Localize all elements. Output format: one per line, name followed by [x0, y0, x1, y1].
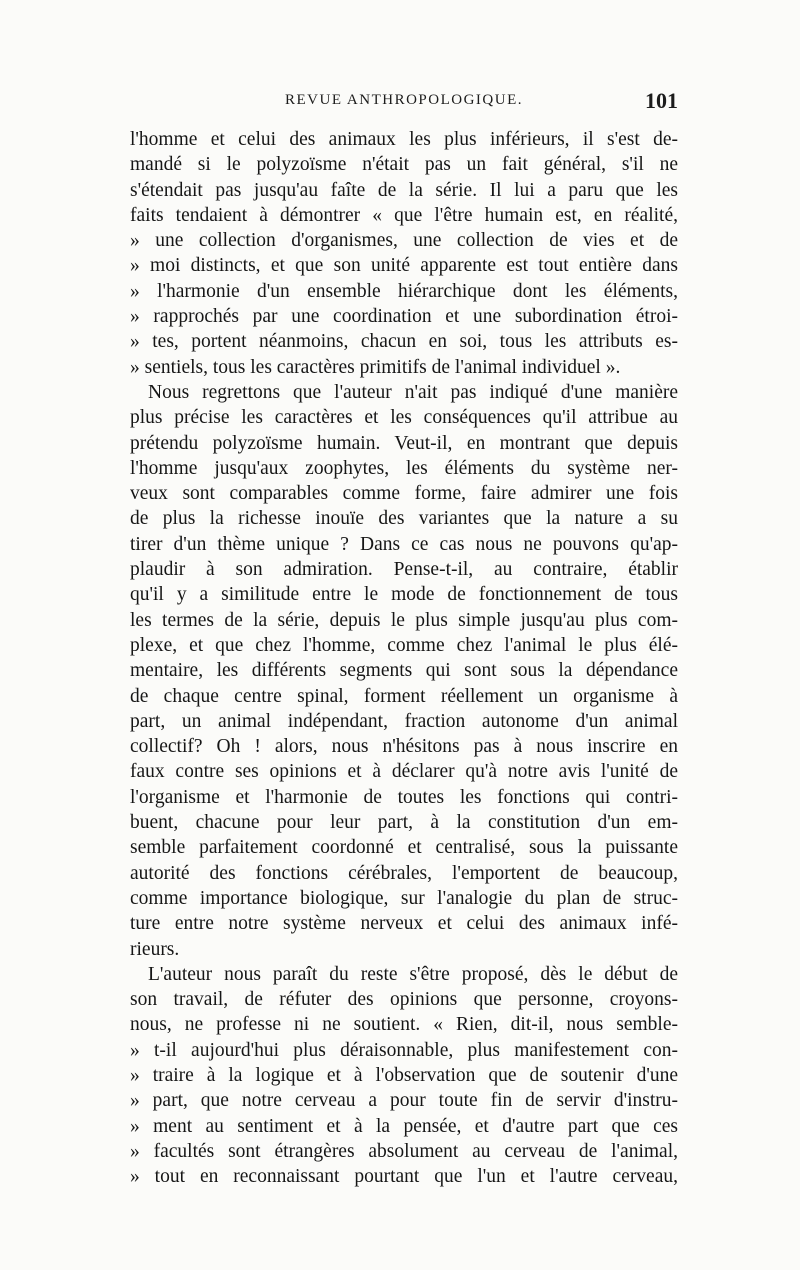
text-line: » tout en reconnaissant pourtant que l'un et l'autre cerveau,: [130, 1166, 678, 1188]
text-line: buent, chacune pour leur part, à la constitution d'un em-: [130, 812, 678, 834]
text-line: de chaque centre spinal, forment réellement un organisme à: [130, 685, 678, 707]
text-line: » tes, portent néanmoins, chacun en soi, tous les attributs es-: [130, 331, 678, 353]
text-line: autorité des fonctions cérébrales, l'emportent de beaucoup,: [130, 862, 678, 884]
text-line: son travail, de réfuter des opinions que personne, croyons-: [130, 989, 678, 1011]
text-line: de plus la richesse inouïe des variantes que la nature a su: [130, 508, 678, 530]
text-line: mentaire, les différents segments qui sont sous la dépendance: [130, 660, 678, 682]
text-line: qu'il y a similitude entre le mode de fonctionnement de tous: [130, 584, 678, 606]
text-line: plexe, et que chez l'homme, comme chez l'animal le plus élé-: [130, 634, 678, 656]
text-line: tirer d'un thème unique ? Dans ce cas nous ne pouvons qu'ap-: [130, 533, 678, 555]
text-line: collectif? Oh ! alors, nous n'hésitons pas à nous inscrire en: [130, 736, 678, 758]
text-line: mandé si le polyzoïsme n'était pas un fait général, s'il ne: [130, 154, 678, 176]
text-line: faits tendaient à démontrer « que l'être humain est, en réalité,: [130, 204, 678, 226]
text-line: » facultés sont étrangères absolument au cerveau de l'animal,: [130, 1140, 678, 1162]
text-line: l'homme jusqu'aux zoophytes, les éléments du système ner-: [130, 457, 678, 479]
text-line: comme importance biologique, sur l'analogie du plan de struc-: [130, 887, 678, 909]
text-line: nous, ne professe ni ne soutient. « Rien, dit-il, nous semble-: [130, 1014, 678, 1036]
text-line: l'homme et celui des animaux les plus inférieurs, il s'est de-: [130, 129, 678, 150]
paragraph-2: [130, 380, 678, 962]
text-line: » ment au sentiment et à la pensée, et d'autre part que ces: [130, 1115, 678, 1137]
text-line: » l'harmonie d'un ensemble hiérarchique dont les éléments,: [130, 280, 678, 302]
page-header: [130, 88, 678, 116]
text-line: » part, que notre cerveau a pour toute fin de servir d'instru-: [130, 1090, 678, 1112]
text-line: ture entre notre système nerveux et celui des animaux infé-: [130, 913, 678, 935]
text-line: plus précise les caractères et les conséquences qu'il attribue au: [130, 407, 678, 429]
text-line: plaudir à son admiration. Pense-t-il, au contraire, établir: [130, 559, 678, 581]
text-line: prétendu polyzoïsme humain. Veut-il, en montrant que depuis: [130, 432, 678, 454]
body-text: [130, 127, 678, 1189]
text-line: » t-il aujourd'hui plus déraisonnable, plus manifestement con-: [130, 1039, 678, 1061]
text-line: L'auteur nous paraît du reste s'être proposé, dès le début de: [148, 963, 678, 985]
text-line: » rapprochés par une coordination et une subordination étroi-: [130, 306, 678, 328]
text-line: s'étendait pas jusqu'au faîte de la série. Il lui a paru que les: [130, 179, 678, 201]
running-title: REVUE ANTHROPOLOGIQUE.: [285, 92, 523, 108]
page-number: 101: [645, 88, 678, 113]
text-line: l'organisme et l'harmonie de toutes les fonctions qui contri-: [130, 786, 678, 808]
text-line: Nous regrettons que l'auteur n'ait pas indiqué d'une manière: [148, 381, 678, 403]
text-line: rieurs.: [130, 938, 180, 960]
text-line: » traire à la logique et à l'observation que de soutenir d'une: [130, 1064, 678, 1086]
text-line: faux contre ses opinions et à déclarer qu'à notre avis l'unité de: [130, 761, 678, 783]
text-line: semble parfaitement coordonné et centralisé, sous la puissante: [130, 837, 678, 859]
text-line: les termes de la série, depuis le plus simple jusqu'au plus com-: [130, 609, 678, 631]
text-line: part, un animal indépendant, fraction autonome d'un animal: [130, 710, 678, 732]
paragraph-1: [130, 127, 678, 380]
text-line: » sentiels, tous les caractères primitifs de l'animal individuel ».: [130, 356, 621, 378]
text-line: » moi distincts, et que son unité apparente est tout entière dans: [130, 255, 678, 277]
text-line: veux sont comparables comme forme, faire admirer une fois: [130, 483, 678, 505]
text-line: » une collection d'organismes, une collection de vies et de: [130, 230, 678, 252]
paragraph-3: [130, 962, 678, 1190]
